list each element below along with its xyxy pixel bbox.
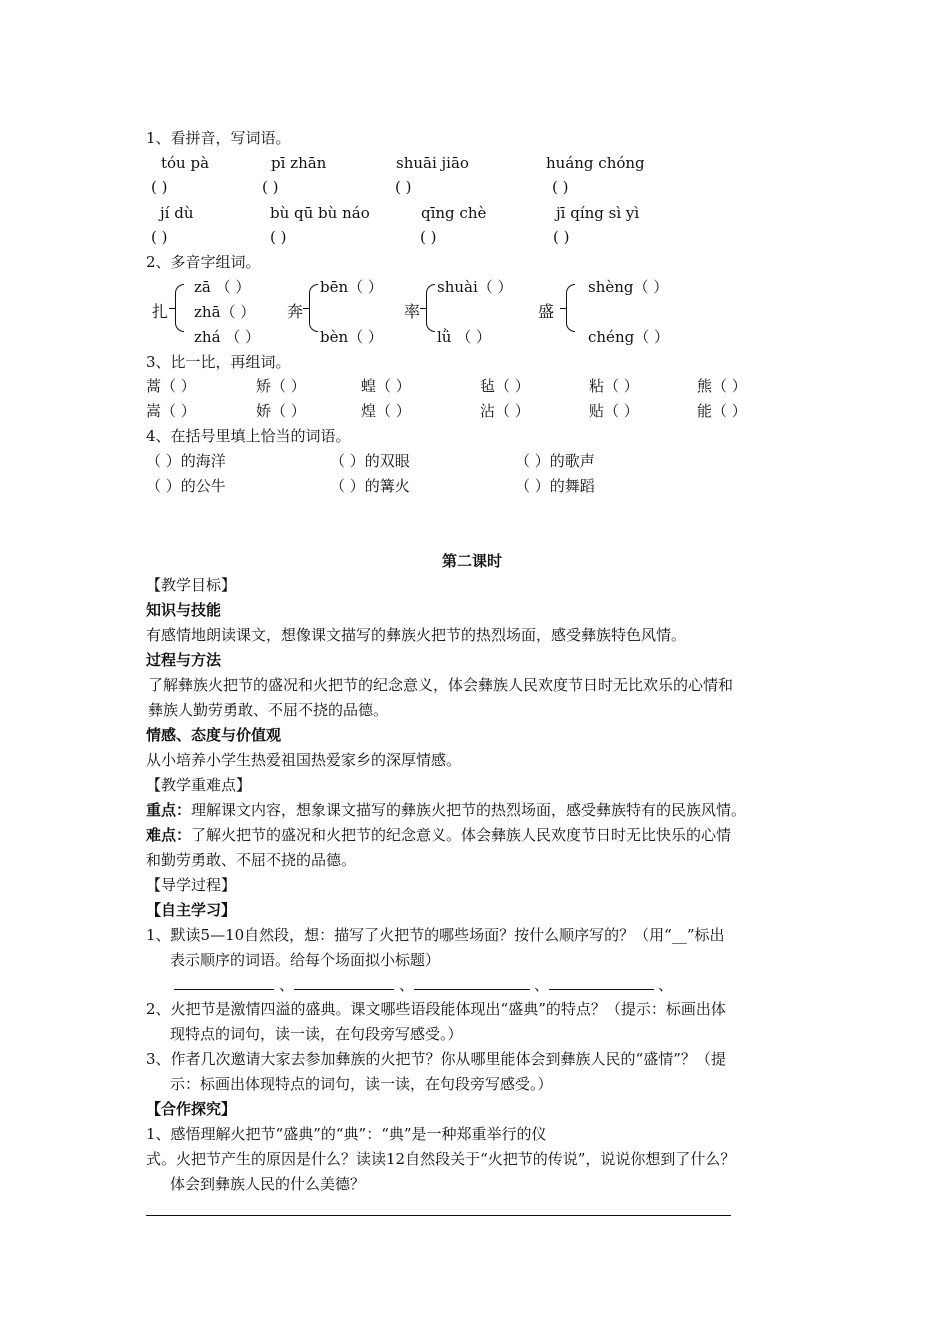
answer-blank[interactable]	[549, 989, 654, 990]
q3-item: 娇（ ）	[256, 402, 306, 420]
coop-q1-cont: 式。火把节产生的原因是什么？读读12自然段关于“火把节的传说”，说说你想到了什么？	[146, 1150, 736, 1168]
q1-pinyin-ji-du: jí dù	[160, 204, 194, 222]
q3-item: 能（ ）	[697, 402, 747, 420]
q2-reading: zhá （ ）	[194, 328, 261, 346]
brace-icon	[566, 284, 575, 332]
q1-pinyin-qing-che: qīng chè	[421, 204, 487, 222]
self-study-q1: 1、默读5—10自然段，想：描写了火把节的哪些场面？按什么顺序写的？（用“__”标出	[146, 926, 725, 944]
difficult-point-text-cont: 和勤劳勇敢、不屈不挠的品德。	[146, 851, 357, 869]
difficult-point-line	[146, 825, 731, 845]
q1-pinyin-bu-qu-bu-nao: bù qū bù náo	[270, 204, 370, 222]
coop-q1: 1、感悟理解火把节“盛典”的“典”：“典”是一种郑重举行的仪	[146, 1125, 547, 1143]
brace-icon	[175, 284, 184, 332]
self-study-q3: 3、作者几次邀请大家去参加彝族的火把节？你从哪里能体会到彝族人民的“盛情”？（提	[146, 1050, 726, 1068]
subheading-emotion: 情感、态度与价值观	[146, 726, 282, 744]
separator: 、	[279, 976, 295, 994]
q4-item: （ ）的篝火	[330, 477, 410, 495]
q4-item: （ ）的海洋	[146, 452, 226, 470]
q2-char-zha: 扎	[152, 302, 169, 321]
brace-icon	[309, 284, 318, 332]
self-study-q3-cont: 示：标画出体现特点的词句，读一读，在句段旁写感受。）	[170, 1075, 553, 1093]
q1-blank[interactable]: ( )	[270, 228, 287, 246]
q3-item: 嵩（ ）	[146, 402, 196, 420]
lesson-heading: 第二课时	[442, 552, 503, 570]
section-key-points: 【教学重难点】	[146, 776, 252, 794]
q3-title: 3、比一比，再组词。	[146, 353, 291, 371]
q2-reading: lǜ （ ）	[437, 328, 491, 346]
q3-item: 矫（ ）	[256, 377, 306, 395]
q2-char-ben: 奔	[287, 302, 304, 321]
difficult-point-text: 了解火把节的盛况和火把节的纪念意义。体会彝族人民欢度节日时无比快乐的心情	[191, 826, 732, 844]
difficult-point-label: 难点：	[146, 826, 192, 844]
section-goals: 【教学目标】	[146, 576, 237, 594]
section-cooperate: 【合作探究】	[146, 1100, 237, 1118]
q4-item: （ ）的双眼	[330, 452, 410, 470]
key-point-line	[146, 800, 746, 820]
q3-item: 毡（ ）	[480, 377, 530, 395]
knowledge-text: 有感情地朗读课文，想像课文描写的彝族火把节的热烈场面，感受彝族特色风情。	[146, 626, 687, 644]
q2-reading: shèng（ ）	[588, 278, 669, 296]
q1-blank[interactable]: ( )	[420, 228, 437, 246]
section-self-study: 【自主学习】	[146, 901, 237, 919]
q2-reading: zhā（ ）	[194, 303, 256, 321]
q4-item: （ ）的公牛	[146, 477, 226, 495]
self-study-q2-cont: 现特点的词句，读一读，在句段旁写感受。）	[170, 1025, 463, 1043]
q1-blank[interactable]: ( )	[151, 228, 168, 246]
q1-blank[interactable]: ( )	[395, 178, 412, 196]
q4-item: （ ）的歌声	[515, 452, 595, 470]
answer-line[interactable]	[146, 1215, 731, 1216]
q2-reading: bēn（ ）	[320, 278, 383, 296]
subheading-knowledge: 知识与技能	[146, 601, 222, 619]
answer-blank[interactable]	[174, 989, 274, 990]
q3-item: 煌（ ）	[361, 402, 411, 420]
q3-item: 熊（ ）	[697, 377, 747, 395]
emotion-text: 从小培养小学生热爱祖国热爱家乡的深厚情感。	[146, 751, 462, 769]
separator: 、	[399, 976, 415, 994]
self-study-q1-cont: 表示顺序的词语。给每个场面拟小标题）	[170, 951, 441, 969]
q2-reading: shuài（ ）	[437, 278, 513, 296]
brace-icon	[426, 284, 435, 332]
q1-blank[interactable]: ( )	[262, 178, 279, 196]
answer-blank[interactable]	[294, 989, 394, 990]
q2-reading: chéng（ ）	[588, 328, 669, 346]
q2-reading: bèn（ ）	[320, 328, 383, 346]
section-guide: 【导学过程】	[146, 876, 237, 894]
q1-pinyin-pi-zhan: pī zhān	[271, 154, 327, 172]
self-study-q2: 2、火把节是激情四溢的盛典。课文哪些语段能体现出“盛典”的特点？（提示：标画出体	[146, 1000, 726, 1018]
q2-title: 2、多音字组词。	[146, 253, 261, 271]
process-text: 彝族人勤劳勇敢、不屈不挠的品德。	[148, 701, 389, 719]
q2-char-lv: 率	[404, 302, 421, 321]
coop-q1-cont: 体会到彝族人民的什么美德？	[170, 1175, 366, 1193]
q1-blank[interactable]: ( )	[151, 178, 168, 196]
key-point-label: 重点：	[146, 801, 192, 819]
q3-item: 蒿（ ）	[146, 377, 196, 395]
key-point-text: 理解课文内容，想象课文描写的彝族火把节的热烈场面，感受彝族特有的民族风情。	[191, 801, 747, 819]
q3-item: 贴（ ）	[589, 402, 639, 420]
q1-blank[interactable]: ( )	[552, 178, 569, 196]
separator: 、	[658, 976, 674, 994]
q3-item: 粘（ ）	[589, 377, 639, 395]
q1-pinyin-ji-qing-si-yi: jī qíng sì yì	[556, 204, 640, 222]
q1-pinyin-tou-pa: tóu pà	[161, 154, 210, 172]
q4-item: （ ）的舞蹈	[515, 477, 595, 495]
q2-reading: zā （ ）	[194, 278, 251, 296]
q1-blank[interactable]: ( )	[553, 228, 570, 246]
answer-blank[interactable]	[414, 989, 530, 990]
q3-item: 沾（ ）	[480, 402, 530, 420]
q1-pinyin-huang-chong: huáng chóng	[546, 154, 645, 172]
separator: 、	[534, 976, 550, 994]
subheading-process: 过程与方法	[146, 651, 222, 669]
q1-pinyin-shuai-jiao: shuāi jiāo	[396, 154, 469, 172]
q2-char-sheng: 盛	[538, 302, 555, 321]
process-text: 了解彝族火把节的盛况和火把节的纪念意义，体会彝族人民欢度节日时无比欢乐的心情和	[148, 676, 734, 694]
q3-item: 蝗（ ）	[361, 377, 411, 395]
q1-title: 1、看拼音，写词语。	[146, 129, 291, 147]
q4-title: 4、在括号里填上恰当的词语。	[146, 427, 351, 445]
